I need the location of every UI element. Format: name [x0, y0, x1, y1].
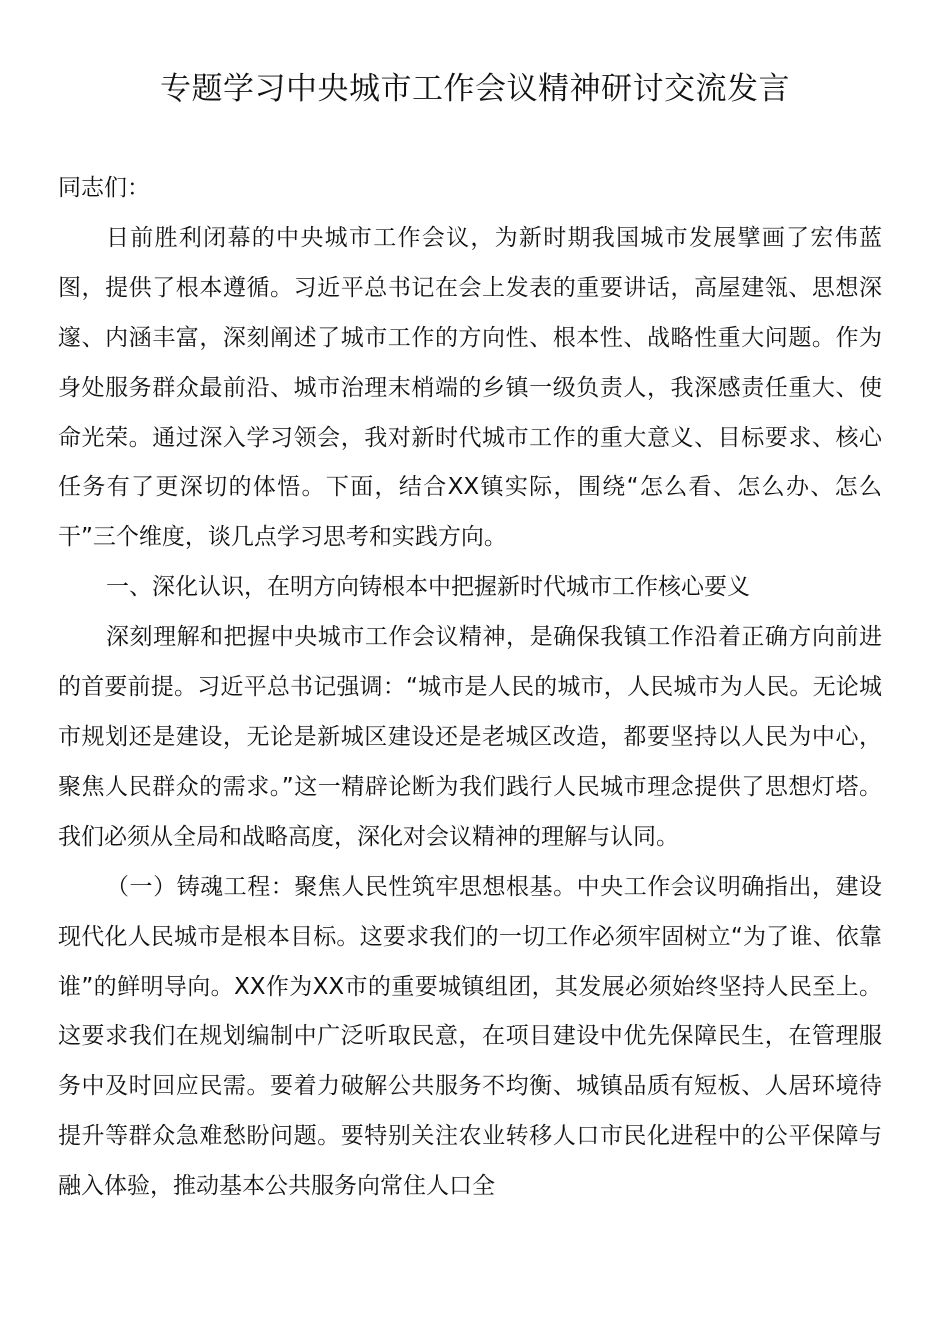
- document-body: [58, 164, 882, 1212]
- document-title: 专题学习中央城市工作会议精神研讨交流发言: [160, 71, 790, 107]
- section-heading-1: 一、深化认识，在明方向铸根本中把握新时代城市工作核心要义: [106, 574, 750, 601]
- salutation: 同志们：: [58, 175, 150, 201]
- body-paragraph-intro: 日前胜利闭幕的中央城市工作会议，为新时期我国城市发展擘画了宏伟蓝图，提供了根本遵循。习近平总书记在会上发表的重要讲话，高屋建瓴、思想深邃、内涵丰富，深刻阐述了城市工作的方向性、根本性、战略性重大问题。作为身处服务群众最前沿、城市治理末梢端的乡镇一级负责人，我深感责任重大、使命光荣。通过深入学习领会，我对新时代城市工作的重大意义、目标要求、核心任务有了更深切的体悟。下面，结合XX镇实际，围绕“怎么看、怎么办、怎么干”三个维度，谈几点学习思考和实践方向。: [58, 224, 882, 551]
- body-paragraph-section-1: 深刻理解和把握中央城市工作会议精神，是确保我镇工作沿着正确方向前进的首要前提。习近平总书记强调：“城市是人民的城市，人民城市为人民。无论城市规划还是建设，无论是新城区建设还是老城区改造，都要坚持以人民为中心，聚焦人民群众的需求。”这一精辟论断为我们践行人民城市理念提供了思想灯塔。我们必须从全局和战略高度，深化对会议精神的理解与认同。: [58, 624, 882, 850]
- subsection-paragraph-1: （一）铸魂工程：聚焦人民性筑牢思想根基。中央工作会议明确指出，建设现代化人民城市是根本目标。这要求我们的一切工作必须牢固树立“为了谁、依靠谁”的鲜明导向。XX作为XX市的重要城镇组团，其发展必须始终坚持人民至上。这要求我们在规划编制中广泛听取民意，在项目建设中优先保障民生，在管理服务中及时回应民需。要着力破解公共服务不均衡、城镇品质有短板、人居环境待提升等群众急难愁盼问题。要特别关注农业转移人口市民化进程中的公平保障与融入体验，推动基本公共服务向常住人口全: [58, 873, 882, 1200]
